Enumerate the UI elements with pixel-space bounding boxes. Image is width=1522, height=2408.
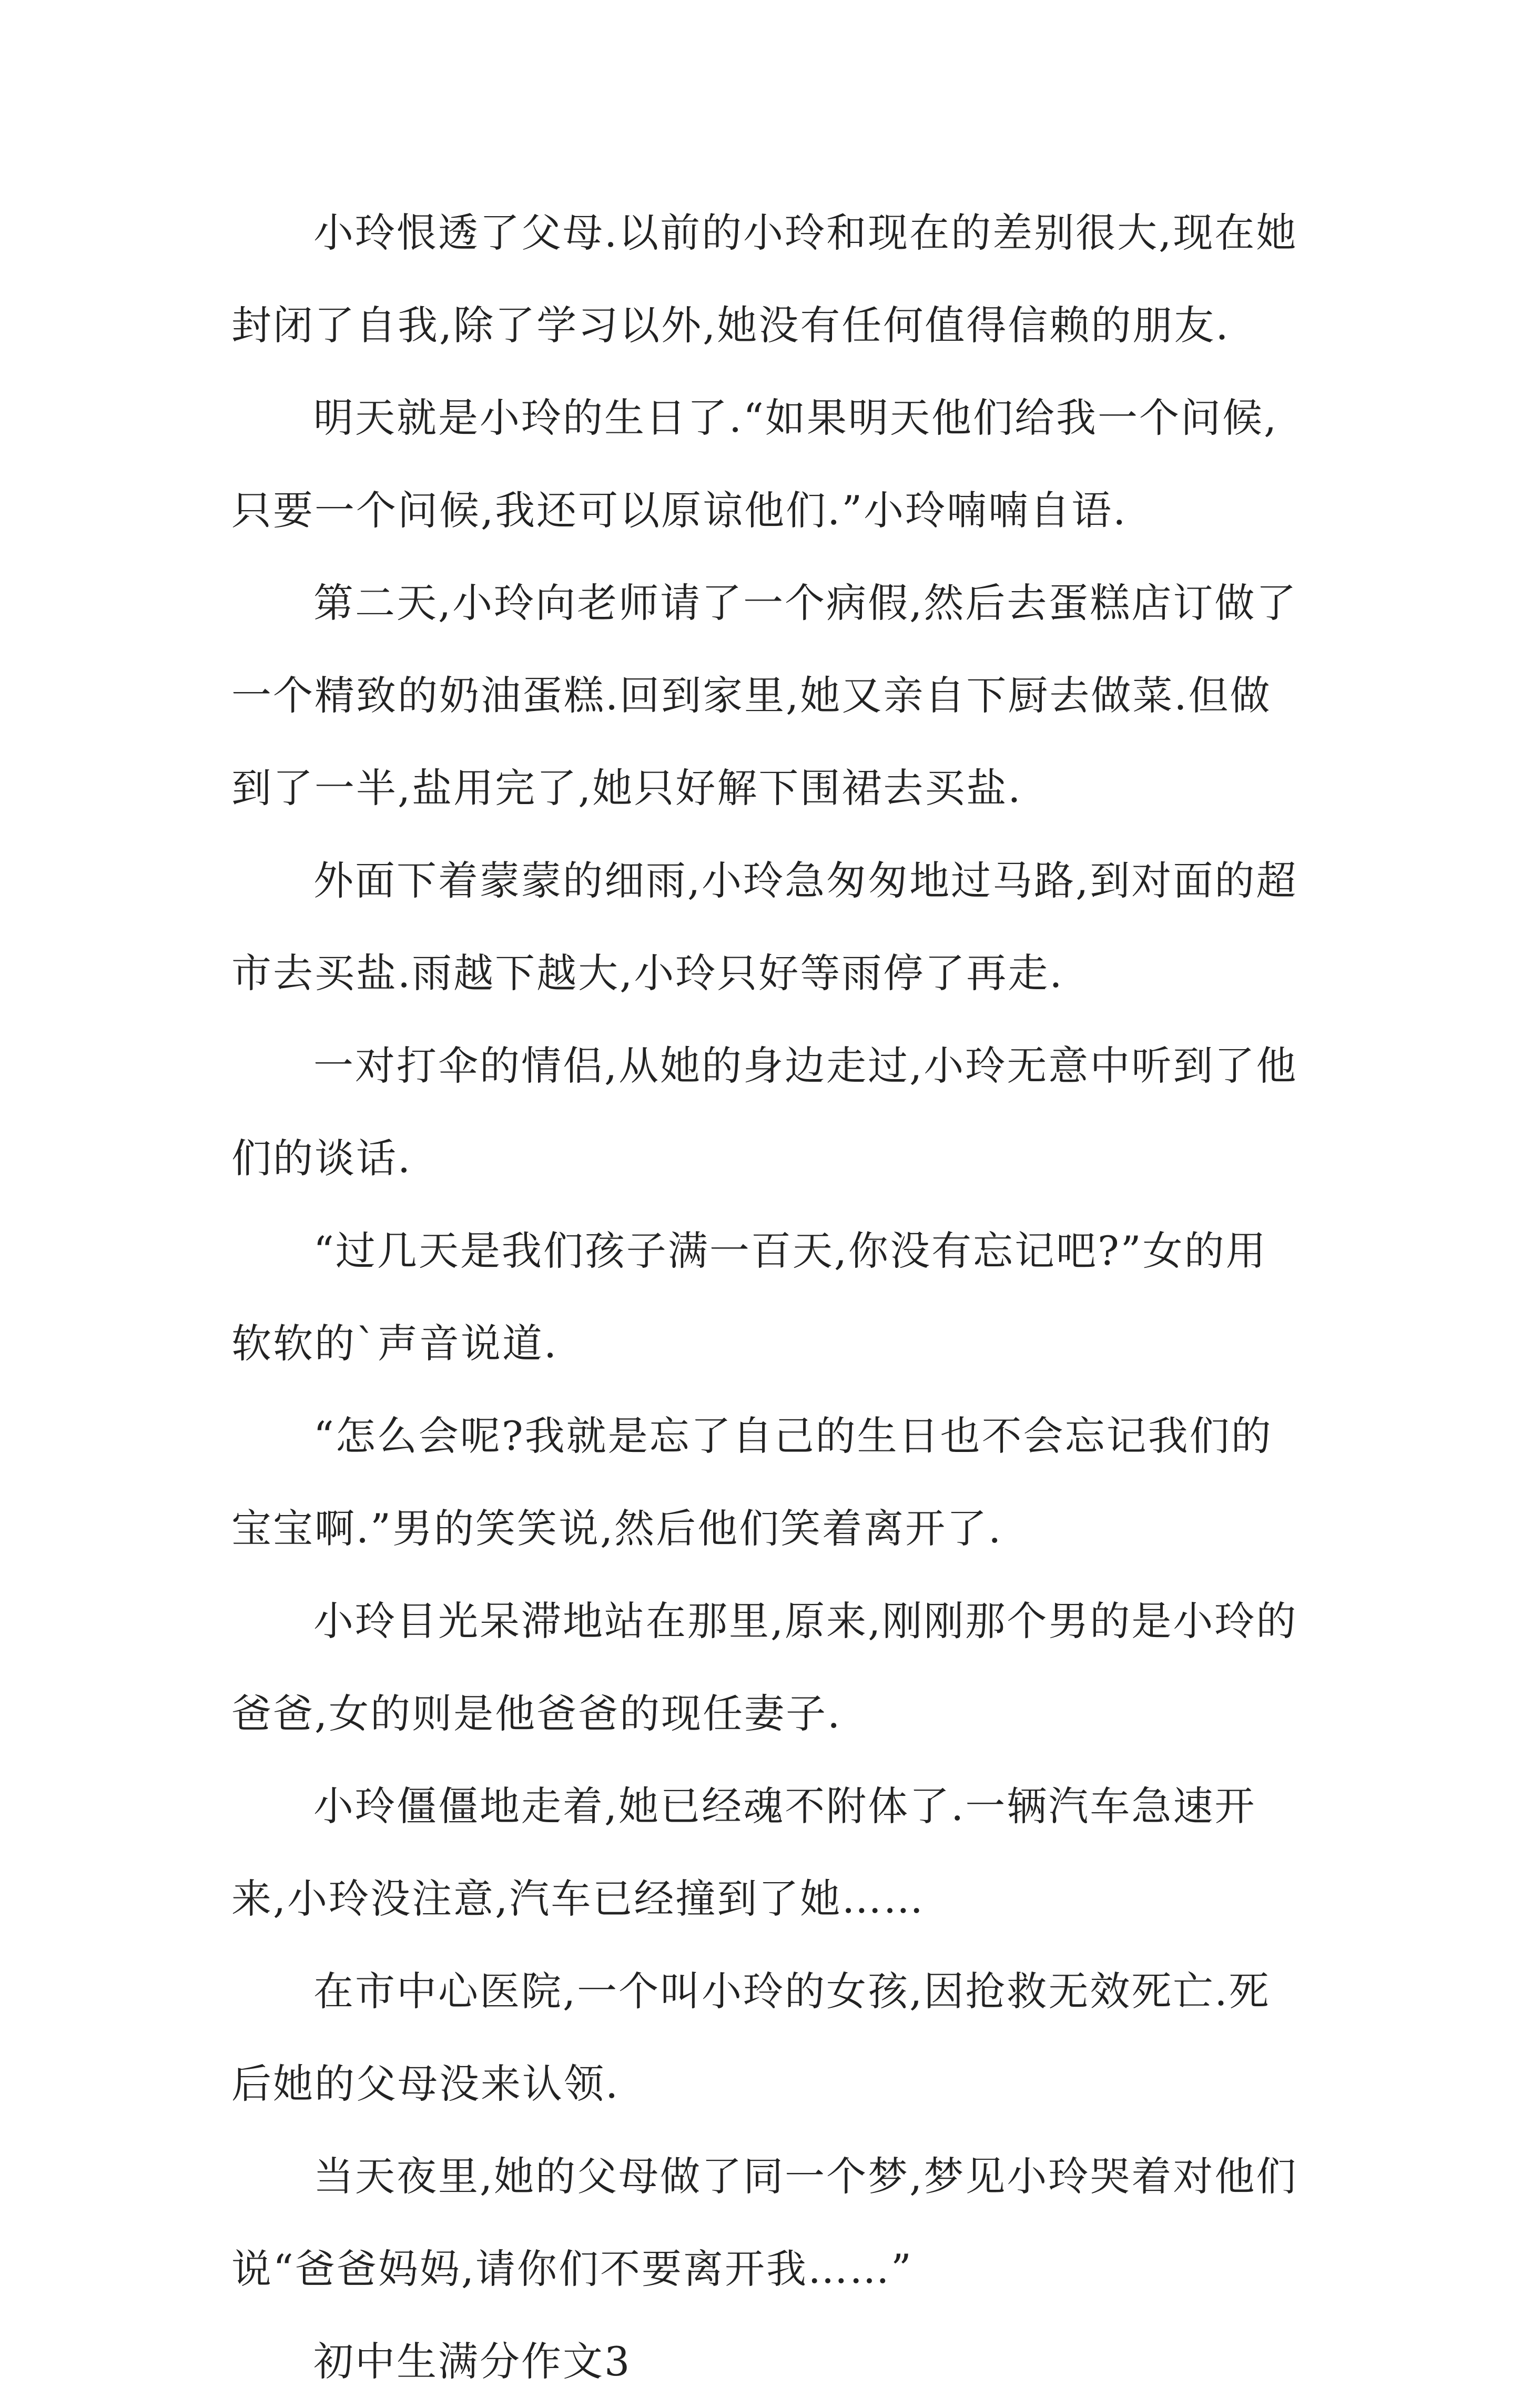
paragraph: 小玲恨透了父母.以前的小玲和现在的差别很大,现在她封闭了自我,除了学习以外,她没有任何值得信赖的朋友. — [231, 209, 1298, 349]
paragraph: 第二天,小玲向老师请了一个病假,然后去蛋糕店订做了一个精致的奶油蛋糕.回到家里,她又亲自下厨去做菜.但做到了一半,盐用完了,她只好解下围裙去买盐. — [231, 580, 1298, 811]
paragraph: “怎么会呢?我就是忘了自己的生日也不会忘记我们的宝宝啊.”男的笑笑说,然后他们笑着离开了. — [231, 1413, 1273, 1552]
paragraph: 小玲僵僵地走着,她已经魂不附体了.一辆汽车急速开来,小玲没注意,汽车已经撞到了她…… — [231, 1783, 1256, 1922]
paragraph: 当天夜里,她的父母做了同一个梦,梦见小玲哭着对他们说“爸爸妈妈,请你们不要离开我……” — [231, 2153, 1298, 2292]
paragraph: 在市中心医院,一个叫小玲的女孩,因抢救无效死亡.死后她的父母没来认领. — [231, 1968, 1271, 2107]
paragraph: 一对打伞的情侣,从她的身边走过,小玲无意中听到了他们的谈话. — [231, 1042, 1298, 1182]
paragraph: 明天就是小玲的生日了.“如果明天他们给我一个问候,只要一个问候,我还可以原谅他们.”小玲喃喃自语. — [231, 394, 1279, 534]
paragraph: 外面下着蒙蒙的细雨,小玲急匆匆地过马路,到对面的超市去买盐.雨越下越大,小玲只好等雨停了再走. — [231, 857, 1298, 997]
paragraph: “过几天是我们孩子满一百天,你没有忘记吧?”女的用软软的`声音说道. — [231, 1227, 1267, 1367]
paragraph: 小玲目光呆滞地站在那里,原来,刚刚那个男的是小玲的爸爸,女的则是他爸爸的现任妻子. — [231, 1598, 1298, 1737]
section-heading: 初中生满分作文3 — [313, 2338, 632, 2385]
document-body — [231, 187, 1304, 2408]
